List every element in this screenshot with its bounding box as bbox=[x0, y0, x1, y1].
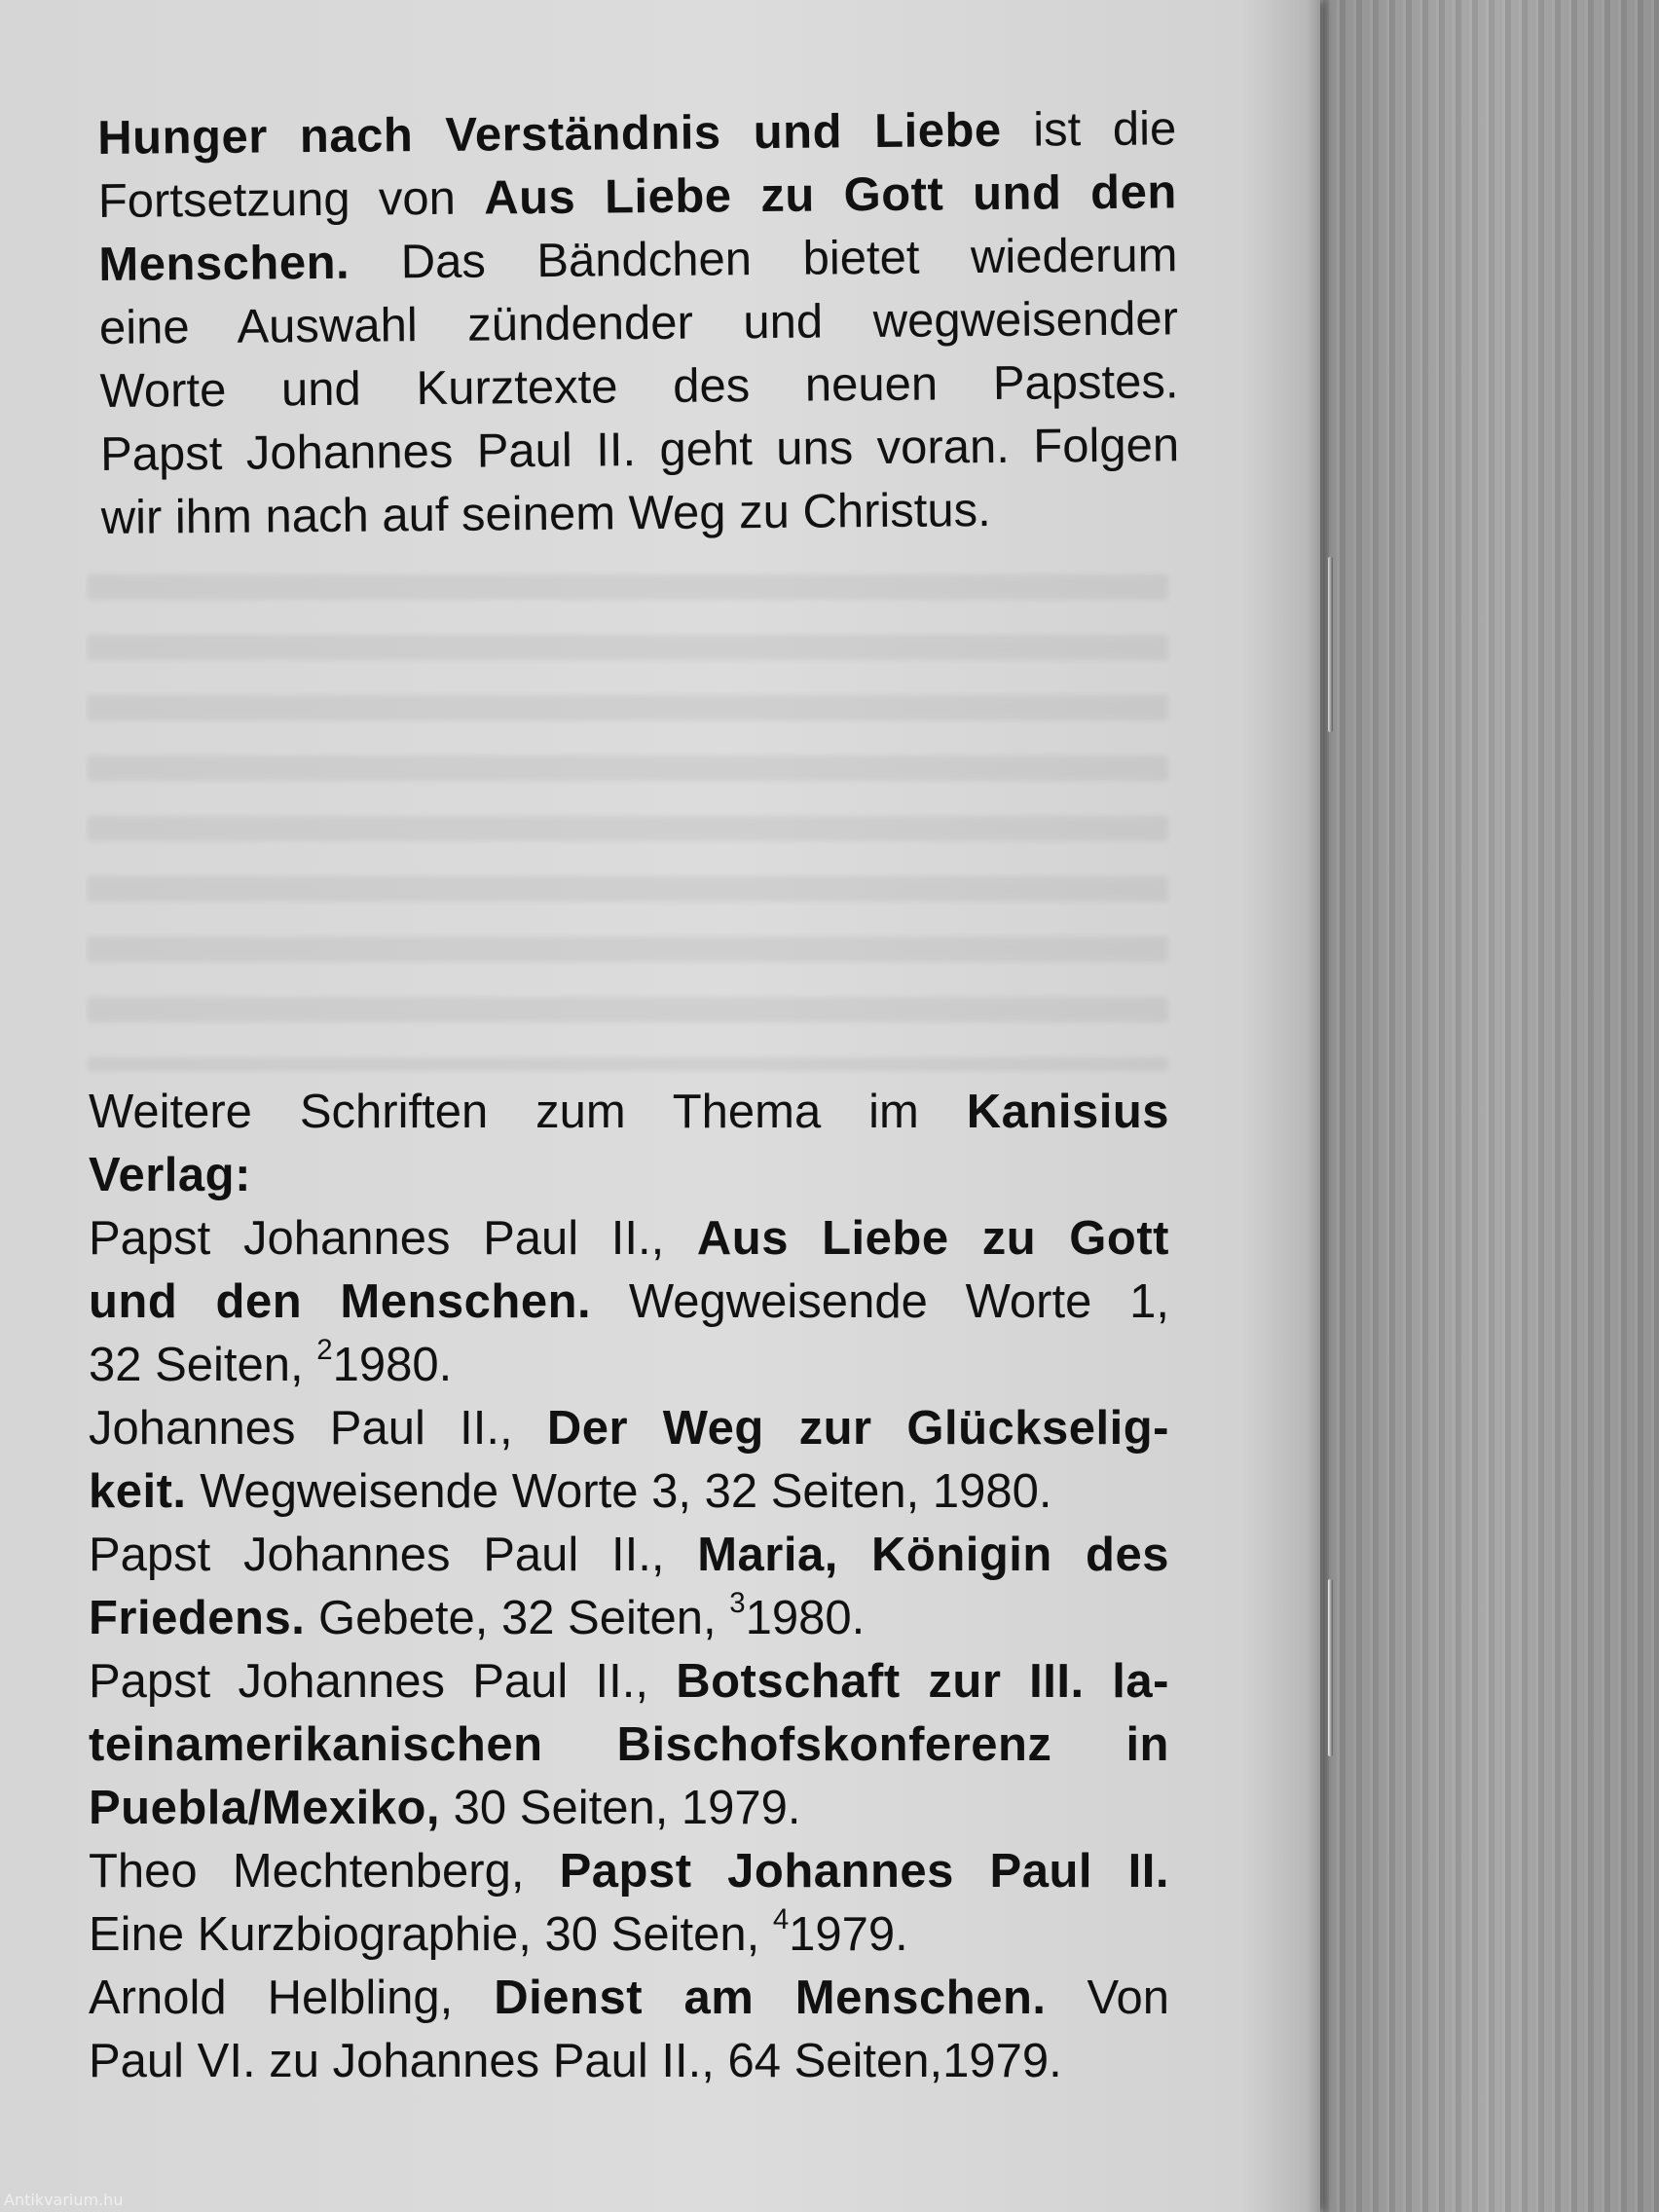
intro-paragraph bbox=[97, 97, 1180, 550]
intro-line-3: Menschen. Das Bändchen bietet wiederum bbox=[98, 229, 1178, 291]
refs-heading-publisher: Verlag: bbox=[89, 1149, 251, 1201]
intro-line-2: Fortsetzung von Aus Liebe zu Gott und den bbox=[97, 166, 1178, 228]
refs-heading-line: Weitere Schriften zum Thema im Kanisius bbox=[89, 1086, 1169, 1138]
intro-line-6: Papst Johannes Paul II. geht uns voran. Folgen bbox=[99, 419, 1180, 481]
ref-3-line-1: Papst Johannes Paul II., Maria, Königin des bbox=[89, 1529, 1169, 1581]
intro-line-4: eine Auswahl zündender und wegweisender bbox=[98, 292, 1179, 354]
ref-2-line-2: keit. Wegweisende Worte 3, 32 Seiten, 1980. bbox=[89, 1465, 1052, 1518]
ref-1-line-2: und den Menschen. Wegweisende Worte 1, bbox=[89, 1275, 1169, 1328]
ref-4-line-2: teinamerikanischen Bischofskonferenz in bbox=[89, 1718, 1169, 1771]
ref-2-line-1: Johannes Paul II., Der Weg zur Glückselig- bbox=[89, 1402, 1169, 1455]
ref-1-line-1: Papst Johannes Paul II., Aus Liebe zu Gott bbox=[89, 1212, 1169, 1265]
staple-bottom bbox=[1328, 1579, 1333, 1756]
ref-1-line-3: 32 Seiten, $^2$1980. bbox=[89, 1334, 453, 1391]
intro-line-1: Hunger nach Verständnis und Liebe ist die bbox=[97, 102, 1177, 165]
intro-line-5: Worte und Kurztexte des neuen Papstes. bbox=[99, 355, 1179, 418]
intro-line-7: wir ihm nach auf seinem Weg zu Christus. bbox=[100, 484, 991, 544]
ref-3-line-2: Friedens. Gebete, 32 Seiten, $^3$1980. bbox=[89, 1587, 866, 1644]
ref-6-line-1: Arnold Helbling, Dienst am Menschen. Von bbox=[89, 1972, 1169, 2024]
ref-4-line-1: Papst Johannes Paul II., Botschaft zur III. la- bbox=[89, 1655, 1169, 1708]
watermark: Antikvarium.hu bbox=[4, 2191, 124, 2209]
ref-5-line-2: Eine Kurzbiographie, 30 Seiten, $^4$1979. bbox=[89, 1903, 908, 1961]
wood-background bbox=[1320, 0, 1659, 2212]
ref-4-line-3: Puebla/Mexiko, 30 Seiten, 1979. bbox=[89, 1782, 801, 1834]
ref-5-line-1: Theo Mechtenberg, Papst Johannes Paul II. bbox=[89, 1845, 1169, 1898]
further-reading-list bbox=[89, 1081, 1169, 2093]
staple-top bbox=[1328, 557, 1333, 732]
bleed-through-text bbox=[88, 574, 1168, 1071]
ref-6-line-2: Paul VI. zu Johannes Paul II., 64 Seiten,1979. bbox=[89, 2035, 1062, 2087]
